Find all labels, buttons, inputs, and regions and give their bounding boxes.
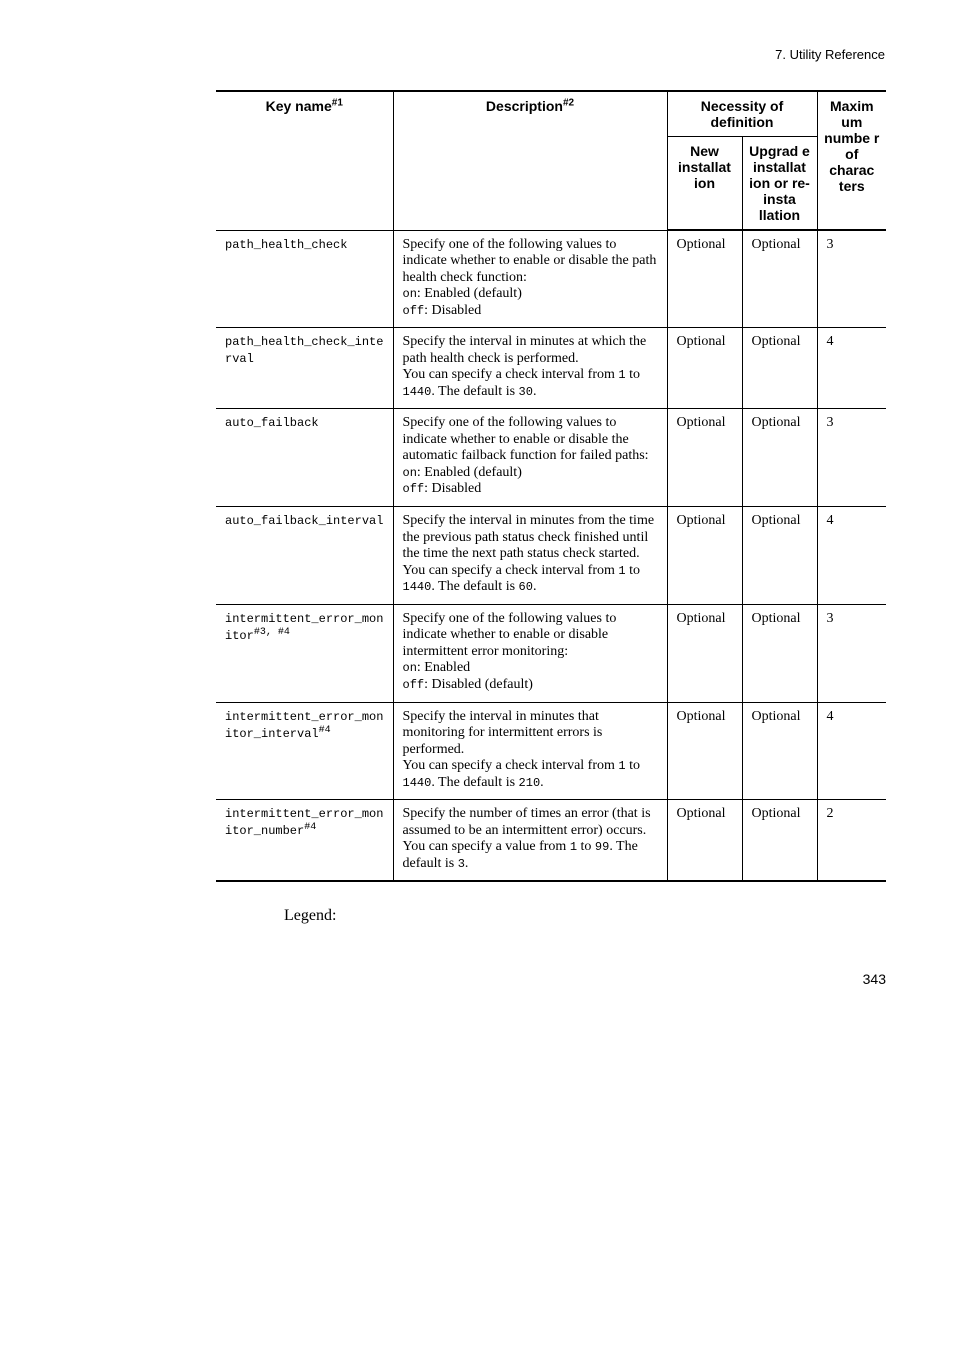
- description-cell: [393, 800, 667, 882]
- running-head: 7. Utility Reference: [775, 47, 885, 62]
- description-text: Specify the interval in minutes that monitoring for intermittent errors is performed.: [402, 708, 603, 757]
- description-line: [403, 839, 659, 872]
- upgrade-installation-header: Upgrad e installat ion or re-insta llation: [742, 137, 817, 231]
- page-number: 343: [862, 971, 886, 987]
- new-installation-cell: Optional: [667, 507, 742, 605]
- new-installation-cell: Optional: [667, 328, 742, 409]
- description-text: You can specify a value from: [402, 839, 570, 854]
- key-name-cell: [216, 328, 393, 409]
- code-value: 210: [518, 775, 541, 790]
- description-text: . The default is: [431, 383, 519, 399]
- description-line: [403, 384, 659, 401]
- new-installation-cell: Optional: [667, 702, 742, 800]
- new-installation-cell: Optional: [667, 800, 742, 882]
- table-row: [216, 328, 886, 409]
- description-line: [403, 286, 659, 303]
- table-body: [216, 230, 886, 881]
- code-value: 3: [457, 856, 465, 871]
- max-chars-cell: 2: [817, 800, 886, 882]
- description-line: [403, 367, 659, 384]
- description-text: You can specify a check interval from: [402, 758, 619, 773]
- upgrade-installation-cell: Optional: [742, 230, 817, 328]
- upgrade-installation-cell: Optional: [742, 409, 817, 507]
- description-text: Specify the number of times an error (that is assumed to be an intermittent error) occurs.: [402, 806, 651, 838]
- table-row: [216, 507, 886, 605]
- new-installation-cell: Optional: [667, 409, 742, 507]
- description-line: [403, 660, 659, 677]
- key-note: #4: [304, 822, 317, 833]
- description-line: [403, 775, 659, 792]
- key-name-cell: [216, 604, 393, 702]
- description-line: [403, 415, 659, 465]
- description-line: [403, 563, 659, 580]
- description-line: [403, 303, 659, 320]
- description-text: You can specify a check interval from: [402, 562, 619, 578]
- code-value: off: [402, 482, 425, 496]
- max-chars-cell: 3: [817, 409, 886, 507]
- description-text: : Enabled (default): [416, 286, 522, 301]
- max-chars-cell: 3: [817, 604, 886, 702]
- code-value: on: [402, 287, 417, 301]
- code-value: 30: [518, 384, 533, 399]
- key-name-header: Key name$^{\#1}$: [216, 91, 393, 230]
- key-name-cell: [216, 409, 393, 507]
- max-chars-cell: 4: [817, 507, 886, 605]
- code-value: off: [402, 303, 425, 318]
- description-cell: [393, 507, 667, 605]
- upgrade-installation-cell: Optional: [742, 507, 817, 605]
- max-chars-cell: 4: [817, 702, 886, 800]
- description-line: [403, 513, 659, 563]
- description-text: : Enabled (default): [416, 464, 522, 480]
- key-name: auto_failback: [225, 416, 319, 430]
- description-text: to: [625, 562, 640, 578]
- table-row: [216, 800, 886, 882]
- description-text: to: [577, 839, 595, 854]
- description-text: : Disabled (default): [424, 676, 533, 692]
- table-row: [216, 230, 886, 328]
- description-cell: [393, 702, 667, 800]
- upgrade-installation-cell: Optional: [742, 328, 817, 409]
- description-line: [403, 611, 659, 661]
- upgrade-installation-cell: Optional: [742, 800, 817, 882]
- key-name-cell: [216, 507, 393, 605]
- code-value: 1440: [402, 775, 432, 790]
- description-text: to: [625, 367, 640, 382]
- key-name: auto_failback_interval: [225, 514, 384, 528]
- table-row: [216, 604, 886, 702]
- description-text: Specify one of the following values to indicate whether to enable or disable the automatic failback function for failed paths:: [402, 415, 649, 463]
- description-text: Specify the interval in minutes from the time the previous path status check finished until the time the next path status check started.: [402, 513, 655, 561]
- key-name-cell: [216, 702, 393, 800]
- code-value: on: [402, 465, 417, 480]
- key-name: path_health_check_interval: [225, 335, 384, 366]
- key-note: #4: [318, 724, 331, 736]
- key-name: intermittent_error_monitor_number$^{\#4}$: [225, 807, 384, 838]
- key-name-cell: [216, 230, 393, 328]
- necessity-header: Necessity of definition: [667, 91, 817, 137]
- description-text: You can specify a check interval from: [402, 367, 619, 382]
- table-row: [216, 409, 886, 507]
- key-name-cell: [216, 800, 393, 882]
- code-value: 1440: [402, 580, 432, 594]
- key-name: intermittent_error_monitor_interval$^{\#4}$: [225, 709, 384, 741]
- description-line: [403, 806, 659, 839]
- description-text: . The default is: [402, 839, 638, 871]
- table-row: [216, 702, 886, 800]
- description-cell: [393, 230, 667, 328]
- description-text: Specify the interval in minutes at which the path health check is performed.: [402, 334, 647, 366]
- description-line: [403, 758, 659, 775]
- description-line: [403, 579, 659, 596]
- code-value: 1: [569, 840, 578, 854]
- description-cell: [393, 409, 667, 507]
- description-text: .: [532, 579, 537, 594]
- max-chars-header: Maxim um numbe r of charac ters: [817, 91, 886, 230]
- description-cell: [393, 328, 667, 409]
- table-header: [216, 91, 886, 230]
- code-value: 60: [518, 580, 533, 594]
- max-chars-cell: 3: [817, 230, 886, 328]
- key-name: intermittent_error_monitor$^{\#3, \#4}$: [225, 611, 384, 643]
- description-text: . The default is: [431, 774, 519, 790]
- description-cell: [393, 604, 667, 702]
- key-reference-table: [216, 90, 886, 882]
- key-name-note: #1: [331, 97, 343, 109]
- upgrade-installation-cell: Optional: [742, 702, 817, 800]
- description-line: [403, 709, 659, 759]
- description-text: : Disabled: [424, 302, 482, 318]
- description-header: Description$^{\#2}$: [393, 91, 667, 230]
- new-installation-cell: Optional: [667, 230, 742, 328]
- code-value: 1: [618, 759, 626, 773]
- description-text: .: [464, 855, 469, 871]
- description-line: [403, 334, 659, 367]
- max-chars-cell: 4: [817, 328, 886, 409]
- description-line: [403, 677, 659, 694]
- description-text: . The default is: [431, 579, 519, 594]
- description-text: Specify one of the following values to indicate whether to enable or disable intermittent error monitoring:: [402, 610, 617, 659]
- description-text: .: [540, 774, 544, 790]
- description-text: Specify one of the following values to indicate whether to enable or disable the path health check function:: [402, 236, 657, 285]
- key-name: path_health_check: [225, 237, 348, 252]
- description-line: [403, 465, 659, 482]
- description-text: .: [532, 383, 537, 399]
- legend-label: Legend:: [284, 907, 337, 924]
- new-installation-cell: Optional: [667, 604, 742, 702]
- code-value: on: [402, 661, 417, 675]
- description-text: : Enabled: [416, 660, 471, 675]
- code-value: 1440: [402, 384, 432, 399]
- new-installation-header: New installat ion: [667, 137, 742, 231]
- description-text: : Disabled: [424, 481, 482, 496]
- description-note: #2: [562, 97, 575, 109]
- code-value: 1: [618, 563, 626, 578]
- code-value: 1: [618, 368, 626, 382]
- upgrade-installation-cell: Optional: [742, 604, 817, 702]
- description-text: to: [625, 758, 640, 773]
- code-value: off: [402, 677, 425, 692]
- key-note: #3, #4: [253, 626, 290, 638]
- code-value: 99: [594, 840, 610, 854]
- description-line: [403, 237, 659, 287]
- description-line: [403, 481, 659, 498]
